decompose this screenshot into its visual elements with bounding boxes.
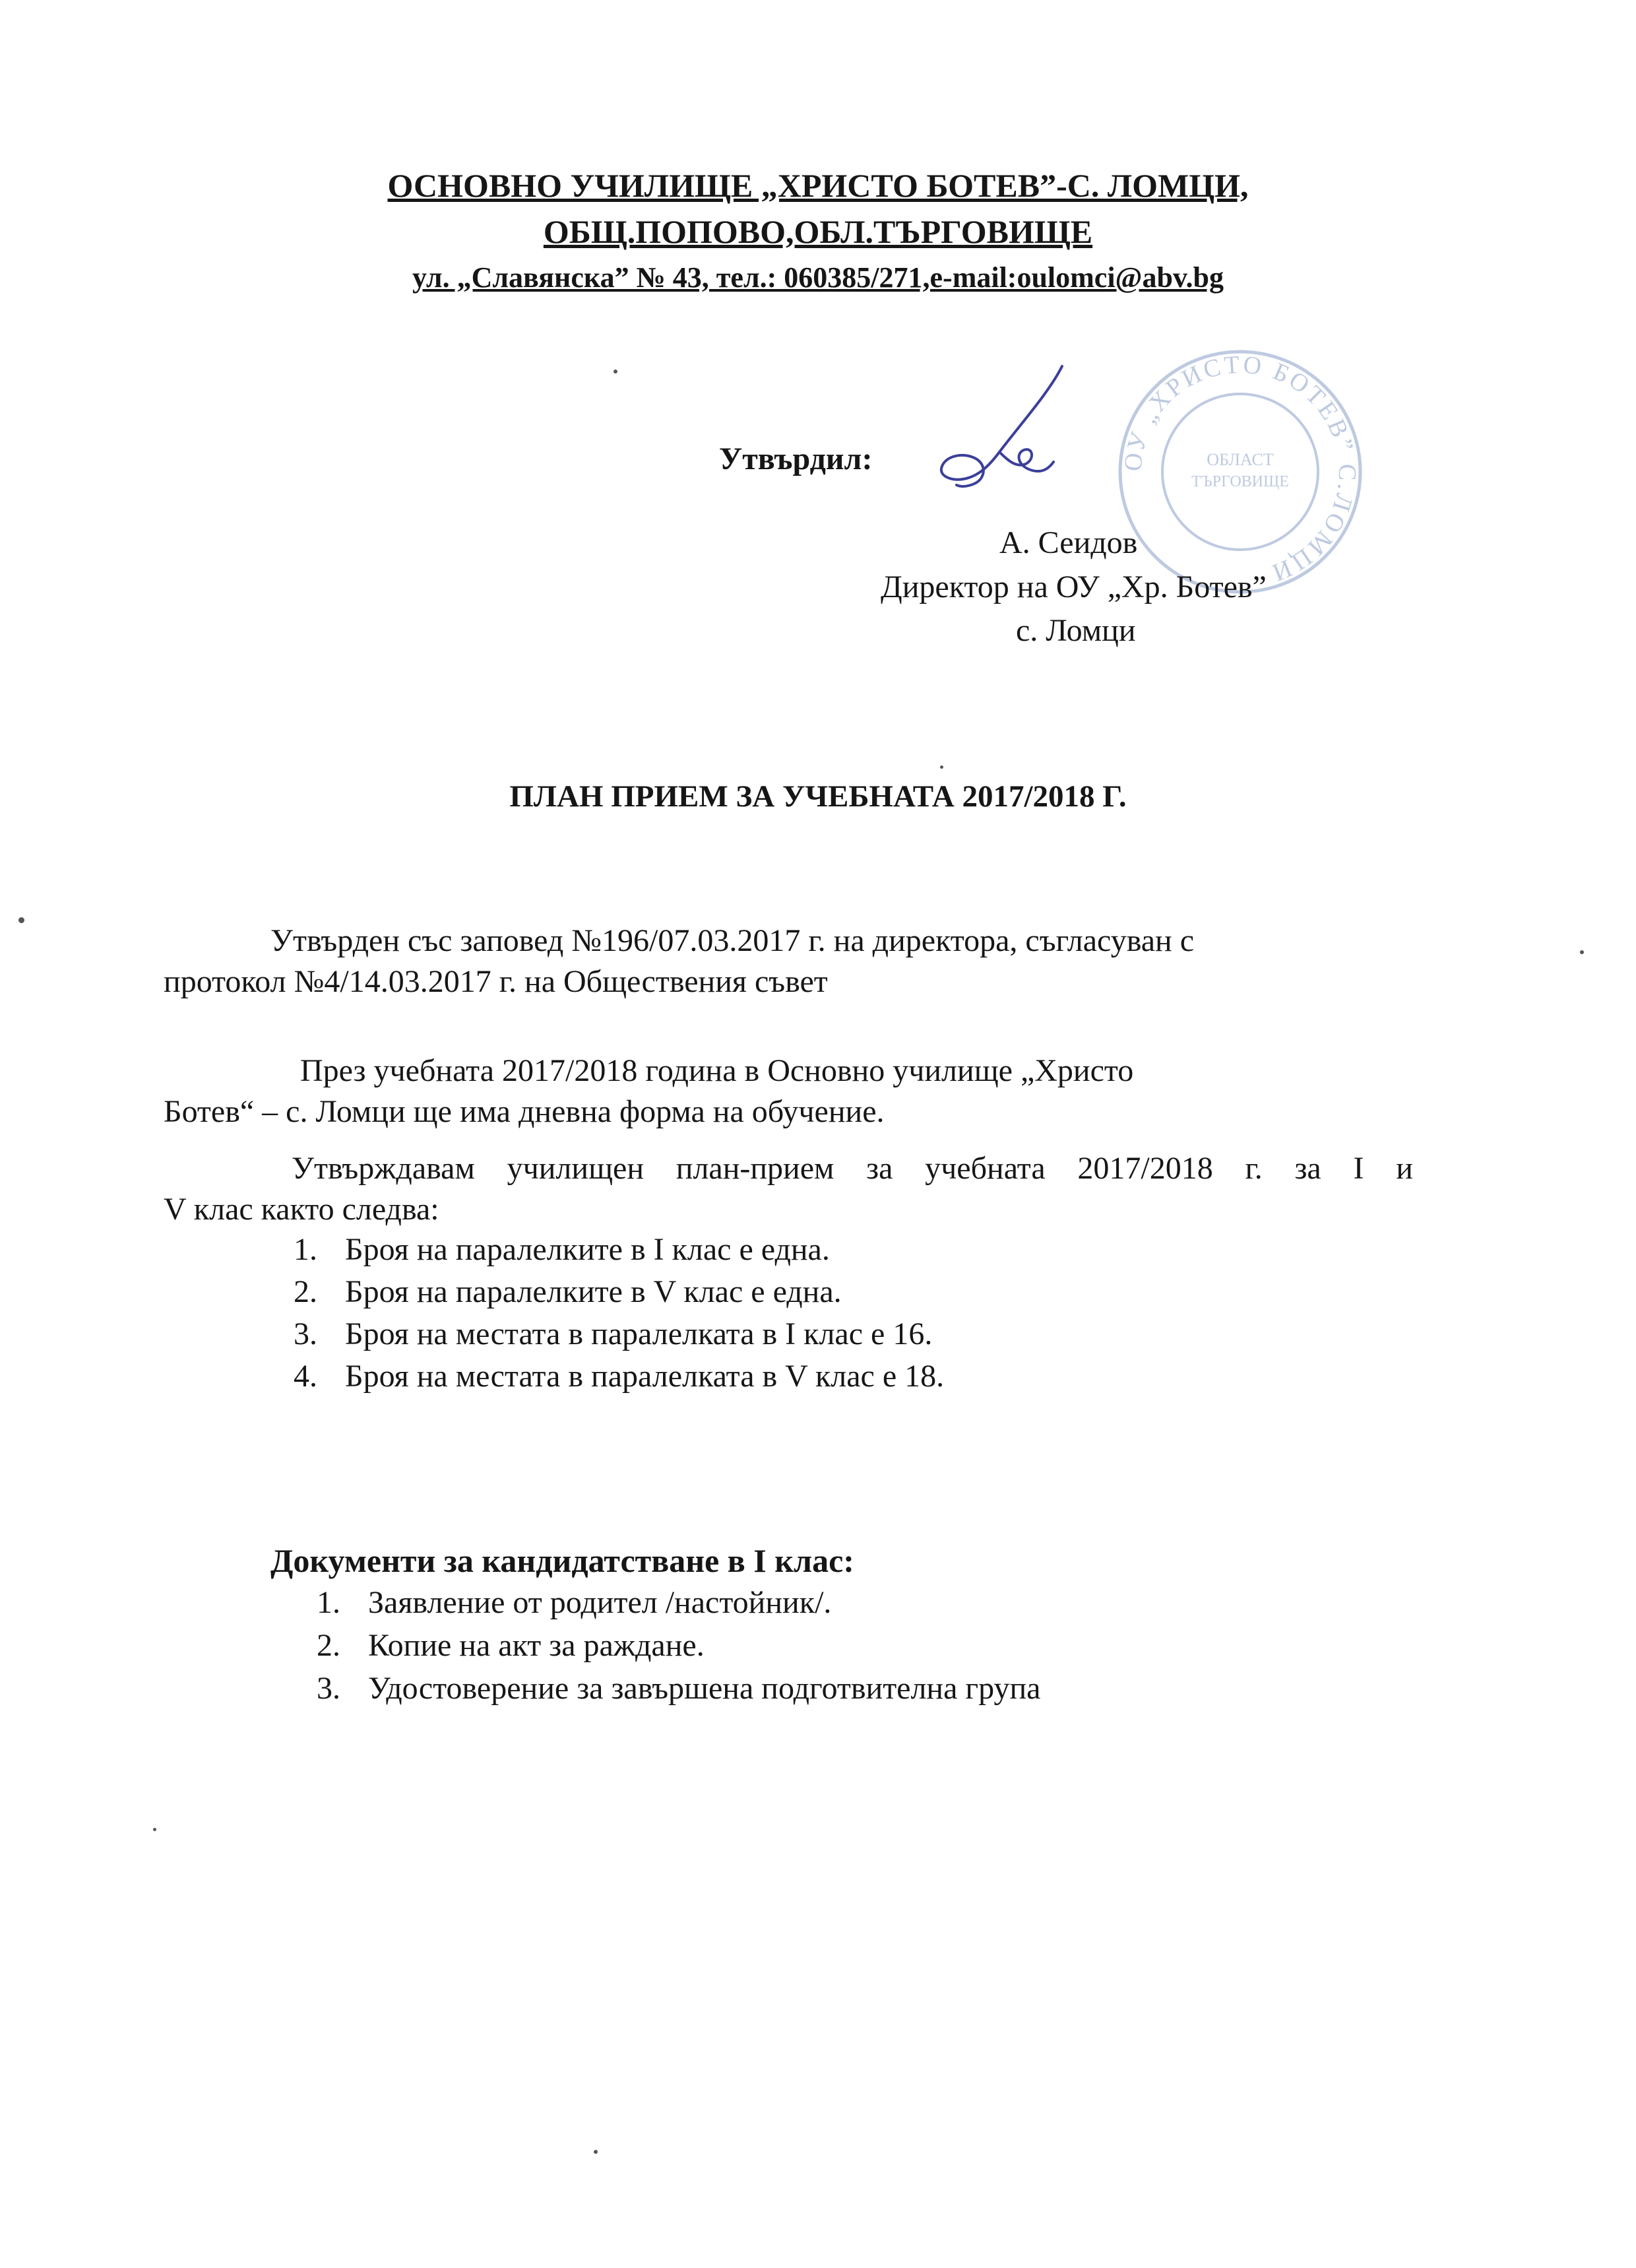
list-number: 2. [317, 1628, 340, 1663]
word: за [1294, 1151, 1321, 1186]
school-contact-line: ул. „Славянска” № 43, тел.: 060385/271,e-mail:oulomci@abv.bg [412, 261, 1224, 294]
stamp-inner-line2: ТЪРГОВИЩЕ [1191, 473, 1289, 490]
document-title: ПЛАН ПРИЕМ ЗА УЧЕБНАТА 2017/2018 Г. [509, 779, 1127, 814]
scan-speck [18, 917, 24, 923]
school-name-line: ОСНОВНО УЧИЛИЩЕ „ХРИСТО БОТЕВ”-С. ЛОМЦИ, [387, 167, 1249, 204]
word: 2017/2018 [1077, 1151, 1213, 1186]
list-text: Копие на акт за раждане. [368, 1628, 705, 1663]
approval-statement-line1 [292, 1150, 1413, 1186]
word: план-прием [676, 1151, 834, 1186]
documents-heading: Документи за кандидатстване в I клас: [270, 1542, 854, 1579]
stamp-inner-line1: ОБЛАСТ [1207, 450, 1274, 469]
word: училищен [507, 1151, 645, 1186]
scan-speck [614, 370, 617, 373]
list-text: Удостоверение за завършена подготвителна група [368, 1671, 1041, 1706]
education-form-line1: През учебната 2017/2018 година в Основно училище „Христо [300, 1053, 1134, 1088]
order-paragraph-line2: протокол №4/14.03.2017 г. на Обществения съвет [164, 964, 828, 999]
list-text: Броя на местата в паралелката в V клас е 18. [345, 1359, 945, 1394]
list-text: Заявление от родител /настойник/. [368, 1585, 832, 1620]
list-text: Броя на местата в паралелката в I клас е 16. [345, 1316, 933, 1351]
stamp-outer-text: ОУ „ХРИСТО БОТЕВ” С.ЛОМЦИ [1119, 350, 1362, 588]
director-village: с. Ломци [1016, 613, 1136, 648]
list-number: 3. [294, 1316, 317, 1351]
education-form-line2: Ботев“ – с. Ломци ще има дневна форма на обучение. [164, 1094, 885, 1129]
order-paragraph-line1: Утвърден със заповед №196/07.03.2017 г. на директора, съгласуван с [270, 923, 1195, 958]
scan-speck [594, 2150, 598, 2154]
school-stamp [1115, 346, 1366, 597]
scan-speck [1580, 950, 1584, 954]
list-text: Броя на паралелките в I клас е една. [345, 1232, 830, 1267]
school-region-line: ОБЩ.ПОПОВО,ОБЛ.ТЪРГОВИЩЕ [543, 213, 1093, 250]
word: Утвърждавам [292, 1151, 475, 1186]
approved-by-label: Утвърдил: [719, 441, 873, 476]
list-number: 2. [294, 1274, 317, 1309]
approval-statement-line2: V клас както следва: [164, 1192, 439, 1227]
word: и [1396, 1151, 1413, 1186]
list-text: Броя на паралелките в V клас е една. [345, 1274, 842, 1309]
word: за [866, 1151, 893, 1186]
list-number: 1. [294, 1232, 317, 1267]
word: учебната [925, 1151, 1046, 1186]
list-number: 3. [317, 1671, 340, 1706]
director-position: Директор на ОУ „Хр. Ботев” [881, 569, 1267, 604]
list-number: 4. [294, 1359, 317, 1394]
word: I [1353, 1151, 1364, 1186]
list-number: 1. [317, 1585, 340, 1620]
director-name: А. Сеидов [999, 525, 1138, 560]
director-signature [900, 353, 1085, 505]
scan-speck [940, 765, 943, 769]
word: г. [1245, 1151, 1263, 1186]
scan-speck [153, 1828, 156, 1831]
